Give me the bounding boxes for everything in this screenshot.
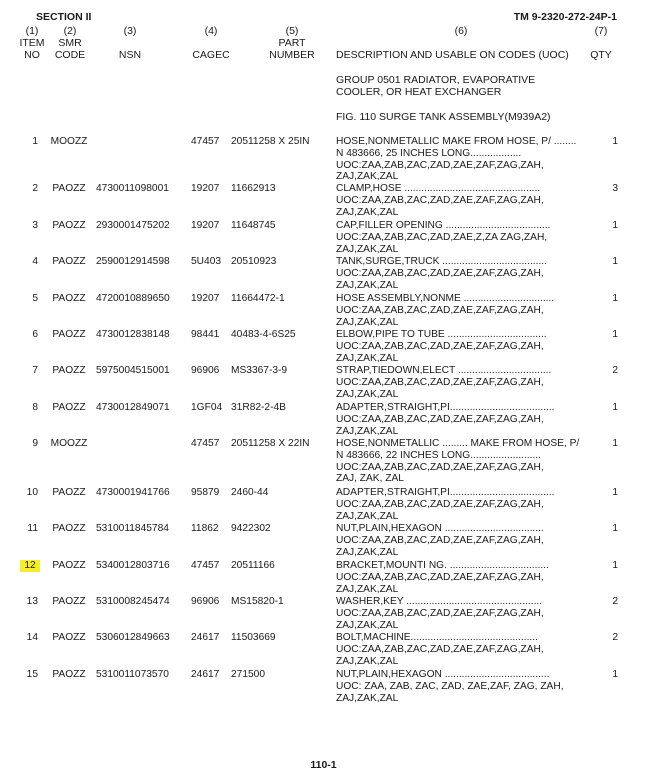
cage-code: 19207 [191, 293, 220, 304]
nsn: 4720010889650 [96, 293, 170, 304]
cage-code: 47457 [191, 560, 220, 571]
description [336, 596, 594, 631]
figure-title: FIG. 110 SURGE TANK ASSEMBLY(M939A2) [336, 111, 551, 123]
item-number: 3 [32, 220, 38, 231]
description-line: UOC:ZAA,ZAB,ZAC,ZAD,ZAE,ZAF,ZAG,ZAH, [336, 643, 544, 655]
cage-code: 95879 [191, 487, 220, 498]
quantity: 1 [612, 136, 618, 147]
quantity: 1 [612, 329, 618, 340]
nsn: 4730012849071 [96, 402, 170, 413]
description-line: UOC:ZAA,ZAB,ZAC,ZAD,ZAE,ZAF,ZAG,ZAH, [336, 571, 544, 583]
cage-code: 96906 [191, 365, 220, 376]
part-number: 31R82-2-4B [231, 402, 286, 413]
item-number: 8 [32, 402, 38, 413]
part-number: 20510923 [231, 256, 277, 267]
smr-code: PAOZZ [52, 293, 86, 304]
smr-code: PAOZZ [52, 402, 86, 413]
description-line: UOC:ZAA,ZAB,ZAC,ZAD,ZAE,ZAF,ZAG,ZAH, [336, 194, 544, 206]
description [336, 136, 594, 183]
description [336, 256, 594, 291]
cage-code: 19207 [191, 220, 220, 231]
item-number: 1 [32, 136, 38, 147]
cage-code: 47457 [191, 438, 220, 449]
nsn: 4730012838148 [96, 329, 170, 340]
tm-number: TM 9-2320-272-24P-1 [513, 11, 617, 23]
quantity: 3 [612, 183, 618, 194]
smr-code: PAOZZ [52, 183, 86, 194]
smr-code: PAOZZ [52, 256, 86, 267]
item-number: 10 [26, 487, 38, 498]
description-line: NUT,PLAIN,HEXAGON ..................................... [336, 669, 550, 680]
smr-code: PAOZZ [52, 365, 86, 376]
description-line: ZAJ,ZAK,ZAL [336, 206, 399, 218]
description-line: CLAMP,HOSE ................................................ [336, 183, 541, 194]
page-number: 110-1 [310, 759, 337, 771]
description-line: N 483666, 25 INCHES LONG.................. [336, 147, 522, 159]
description-line: UOC:ZAA,ZAB,ZAC,ZAD,ZAE,ZAF,ZAG,ZAH, [336, 413, 544, 425]
col-part-header: (5) PART NUMBER [269, 25, 315, 61]
cage-code: 5U403 [191, 256, 222, 267]
item-number: 12 [20, 560, 40, 572]
description-line: ELBOW,PIPE TO TUBE ................................... [336, 329, 547, 340]
part-number: 9422302 [231, 523, 271, 534]
description-line: ZAJ,ZAK,ZAL [336, 352, 399, 364]
item-number: 4 [32, 256, 38, 267]
description [336, 487, 594, 522]
quantity: 2 [612, 596, 618, 607]
part-number: 11648745 [231, 220, 276, 231]
description [336, 220, 594, 255]
group-heading: GROUP 0501 RADIATOR, EVAPORATIVE COOLER, OR HEAT EXCHANGER [336, 74, 536, 98]
cage-code: 19207 [191, 183, 220, 194]
part-number: 271500 [231, 669, 265, 680]
cage-code: 24617 [191, 669, 220, 680]
quantity: 1 [612, 293, 618, 304]
col-cagec-header: (4) CAGEC [192, 25, 230, 61]
quantity: 1 [612, 438, 618, 449]
description-line: ZAJ,ZAK,ZAL [336, 692, 399, 704]
part-number: 20511166 [231, 560, 275, 571]
description-line: HOSE,NONMETALLIC ......... MAKE FROM HOSE, P/ [336, 438, 580, 449]
description-line: ZAJ, ZAK, ZAL [336, 473, 404, 485]
cage-code: 47457 [191, 136, 220, 147]
quantity: 1 [612, 669, 618, 680]
description-line: ZAJ,ZAK,ZAL [336, 510, 399, 522]
description-line: ZAJ,ZAK,ZAL [336, 619, 399, 631]
description-line: UOC:ZAA,ZAB,ZAC,ZAD,ZAE,ZAF,ZAG,ZAH, [336, 340, 544, 352]
smr-code: PAOZZ [52, 523, 86, 534]
quantity: 1 [612, 256, 618, 267]
quantity: 1 [612, 220, 618, 231]
description-line: ZAJ,ZAK,ZAL [336, 425, 399, 437]
description-line: UOC:ZAA,ZAB,ZAC,ZAD,ZAE,ZAF,ZAG,ZAH, [336, 267, 544, 279]
part-number: 11503669 [231, 632, 276, 643]
description-line: BOLT,MACHINE............................................. [336, 632, 538, 643]
cage-code: 24617 [191, 632, 220, 643]
item-number: 2 [32, 183, 38, 194]
part-number: MS3367-3-9 [231, 365, 288, 376]
description-line: ADAPTER,STRAIGHT,PI..................................... [336, 487, 555, 498]
part-number: 11662913 [231, 183, 276, 194]
nsn: 5310011073570 [96, 669, 169, 680]
description-line: UOC:ZAA,ZAB,ZAC,ZAD,ZAE,ZAF,ZAG,ZAH, [336, 607, 544, 619]
item-number: 9 [32, 438, 38, 449]
description-line: TANK,SURGE,TRUCK ..................................... [336, 256, 547, 267]
item-number: 13 [26, 596, 38, 607]
description-line: ADAPTER,STRAIGHT,PI..................................... [336, 402, 555, 413]
description-line: UOC:ZAA,ZAB,ZAC,ZAD,ZAE,ZAF,ZAG,ZAH, [336, 498, 544, 510]
nsn: 2930001475202 [96, 220, 170, 231]
col-nsn-header: (3) NSN [118, 25, 142, 61]
description [336, 183, 594, 218]
smr-code: PAOZZ [52, 596, 86, 607]
smr-code: PAOZZ [52, 669, 86, 680]
col-qty-header: (7) QTY [590, 25, 612, 61]
description-line: ZAJ,ZAK,ZAL [336, 655, 399, 667]
item-number: 14 [26, 632, 38, 643]
description-line: ZAJ,ZAK,ZAL [336, 388, 399, 400]
nsn: 5340012803716 [96, 560, 170, 571]
description [336, 329, 594, 364]
nsn: 5306012849663 [96, 632, 170, 643]
nsn: 5310008245474 [96, 596, 170, 607]
nsn: 4730011098001 [96, 183, 169, 194]
description [336, 365, 594, 400]
item-number: 6 [32, 329, 38, 340]
quantity: 1 [612, 487, 618, 498]
nsn: 2590012914598 [96, 256, 170, 267]
quantity: 1 [612, 523, 618, 534]
description [336, 560, 594, 595]
description-line: ZAJ,ZAK,ZAL [336, 583, 399, 595]
description-line: ZAJ,ZAK,ZAL [336, 243, 399, 255]
smr-code: PAOZZ [52, 560, 86, 571]
cage-code: 1GF04 [191, 402, 223, 413]
smr-code: MOOZZ [50, 438, 88, 449]
item-number: 15 [26, 669, 38, 680]
col-item-header: (1) ITEM NO [19, 25, 45, 61]
part-number: 20511258 X 25IN [231, 136, 310, 147]
item-number: 11 [27, 523, 38, 534]
description-line: UOC:ZAA,ZAB,ZAC,ZAD,ZAE,ZAF,ZAG,ZAH, [336, 461, 544, 473]
cage-code: 11862 [191, 523, 219, 534]
description-line: BRACKET,MOUNTI NG. ................................... [336, 560, 549, 571]
col-desc-header: (6) DESCRIPTION AND USABLE ON CODES (UOC) [336, 25, 569, 61]
description [336, 523, 594, 558]
description-line: STRAP,TIEDOWN,ELECT ................................. [336, 365, 552, 376]
smr-code: MOOZZ [50, 136, 88, 147]
nsn: 5310011845784 [96, 523, 169, 534]
smr-code: PAOZZ [52, 220, 86, 231]
description [336, 293, 594, 328]
description-line: WASHER,KEY ................................................ [336, 596, 543, 607]
part-number: 20511258 X 22IN [231, 438, 310, 449]
description-line: ZAJ,ZAK,ZAL [336, 279, 399, 291]
description-line: HOSE ASSEMBLY,NONME ................................ [336, 293, 555, 304]
item-number: 5 [32, 293, 38, 304]
description-line: UOC:ZAA,ZAB,ZAC,ZAD,ZAE,ZAF,ZAG,ZAH, [336, 159, 544, 171]
description [336, 402, 594, 437]
col-smr-header: (2) SMR CODE [54, 25, 86, 61]
part-number: MS15820-1 [231, 596, 284, 607]
smr-code: PAOZZ [52, 487, 86, 498]
description-line: UOC:ZAA,ZAB,ZAC,ZAD,ZAE,ZAF,ZAG,ZAH, [336, 376, 544, 388]
part-number: 40483-4-6S25 [231, 329, 296, 340]
description-line: UOC: ZAA, ZAB, ZAC, ZAD, ZAE,ZAF, ZAG, ZAH, [336, 680, 564, 692]
quantity: 1 [612, 560, 618, 571]
quantity: 1 [612, 402, 618, 413]
description-line: CAP,FILLER OPENING ..................................... [336, 220, 551, 231]
description-line: ZAJ,ZAK,ZAL [336, 316, 399, 328]
cage-code: 96906 [191, 596, 220, 607]
smr-code: PAOZZ [52, 329, 86, 340]
quantity: 2 [612, 632, 618, 643]
quantity: 2 [612, 365, 618, 376]
description-line: UOC:ZAA,ZAB,ZAC,ZAD,ZAE,Z,ZA ZAG,ZAH, [336, 231, 548, 243]
nsn: 5975004515001 [96, 365, 170, 376]
description [336, 669, 594, 704]
part-number: 2460-44 [231, 487, 269, 498]
cage-code: 98441 [191, 329, 220, 340]
description-line: N 483666, 22 INCHES LONG......................... [336, 449, 541, 461]
section-title: SECTION II [36, 11, 92, 23]
description-line: HOSE,NONMETALLIC MAKE FROM HOSE, P/ ........ [336, 136, 577, 147]
description-line: NUT,PLAIN,HEXAGON ................................... [336, 523, 544, 534]
description [336, 632, 594, 667]
part-number: 11664472-1 [231, 293, 285, 304]
description-line: UOC:ZAA,ZAB,ZAC,ZAD,ZAE,ZAF,ZAG,ZAH, [336, 534, 544, 546]
description-line: ZAJ,ZAK,ZAL [336, 546, 399, 558]
nsn: 4730001941766 [96, 487, 170, 498]
smr-code: PAOZZ [52, 632, 86, 643]
description-line: ZAJ,ZAK,ZAL [336, 171, 399, 183]
description [336, 438, 594, 485]
item-number: 7 [32, 365, 38, 376]
description-line: UOC:ZAA,ZAB,ZAC,ZAD,ZAE,ZAF,ZAG,ZAH, [336, 304, 544, 316]
